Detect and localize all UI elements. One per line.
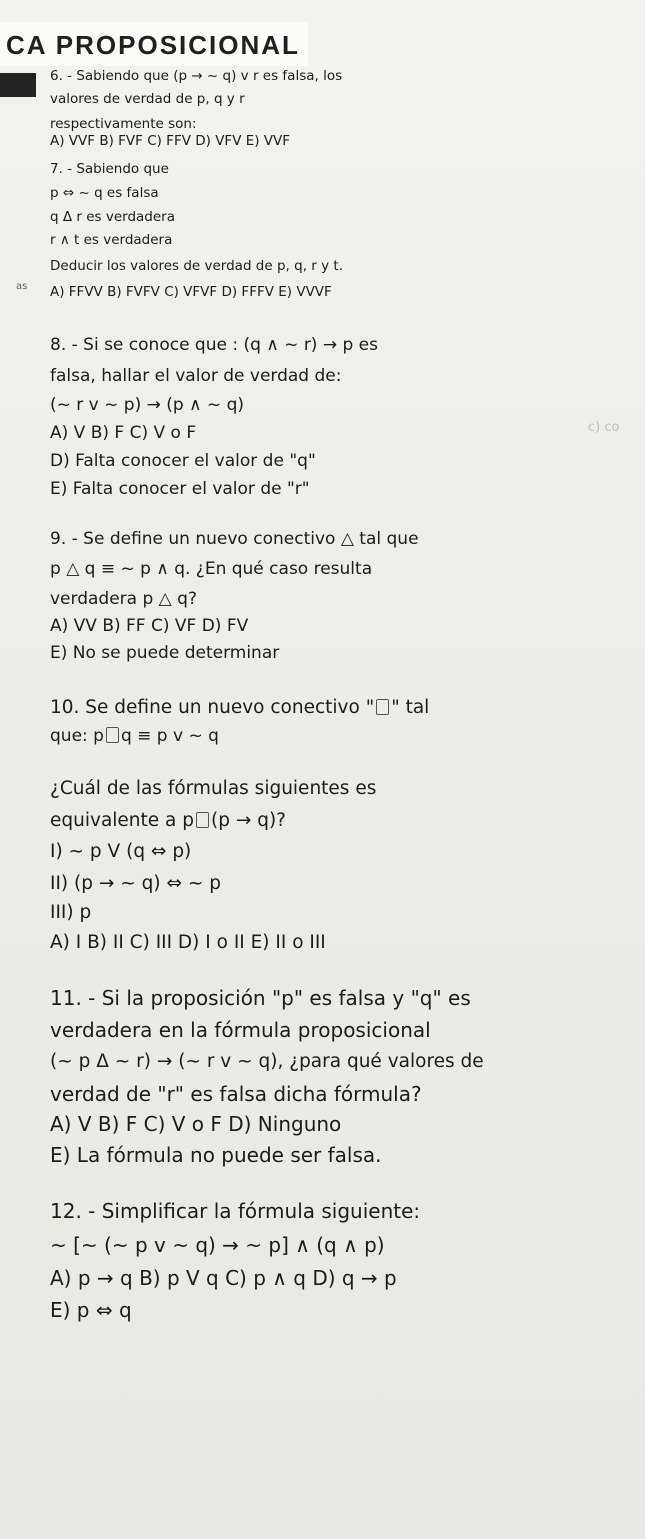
connective-box-icon: [196, 812, 209, 828]
q7-line-3: q Δ r es verdadera: [50, 209, 176, 225]
connective-box-icon: [106, 727, 119, 743]
q9-option-e: E) No se puede determinar: [50, 643, 280, 663]
q10-line-4-start: equivalente a p: [50, 810, 194, 831]
q10-statement-iii: III) p: [50, 902, 92, 923]
q10-line-1: [50, 697, 429, 718]
q11-line-2: verdadera en la fórmula proposicional: [50, 1018, 431, 1042]
q7-line-2: p ⇔ ~ q es falsa: [50, 185, 159, 201]
q11-line-3: (~ p Δ ~ r) → (~ r v ~ q), ¿para qué valores de: [50, 1051, 484, 1072]
q10-line-2: [50, 726, 219, 746]
black-tab-marker: [0, 73, 36, 97]
q12-line-1: 12. - Simplificar la fórmula siguiente:: [50, 1199, 421, 1223]
q10-statement-i: I) ~ p V (q ⇔ p): [50, 841, 192, 862]
q10-line-3: ¿Cuál de las fórmulas siguientes es: [50, 778, 377, 799]
page-title: CA PROPOSICIONAL: [6, 30, 300, 60]
q7-line-1: 7. - Sabiendo que: [50, 161, 169, 177]
q7-line-4: r ∧ t es verdadera: [50, 232, 173, 248]
q8-line-1: 8. - Si se conoce que : (q ∧ ~ r) → p es: [50, 335, 378, 355]
q11-option-e: E) La fórmula no puede ser falsa.: [50, 1143, 382, 1167]
q12-option-e: E) p ⇔ q: [50, 1298, 132, 1322]
q6-options: A) VVF B) FVF C) FFV D) VFV E) VVF: [50, 133, 291, 149]
q10-line-2-end: q ≡ p v ~ q: [120, 726, 219, 746]
q10-line-1-start: 10. Se define un nuevo conectivo ": [50, 697, 375, 718]
q9-line-1: 9. - Se define un nuevo conectivo △ tal que: [50, 529, 419, 549]
q8-option-d: D) Falta conocer el valor de "q": [50, 451, 316, 471]
q10-line-1-end: " tal: [391, 697, 430, 718]
q11-line-4: verdad de "r" es falsa dicha fórmula?: [50, 1082, 422, 1106]
margin-mark: as: [16, 281, 28, 292]
q10-line-4-end: (p → q)?: [211, 810, 287, 831]
q11-options: A) V B) F C) V o F D) Ninguno: [50, 1112, 342, 1136]
q7-line-5: Deducir los valores de verdad de p, q, r y t.: [50, 258, 343, 274]
q8-formula: (~ r v ~ p) → (p ∧ ~ q): [50, 395, 245, 415]
q8-line-2: falsa, hallar el valor de verdad de:: [50, 366, 342, 386]
q9-line-3: verdadera p △ q?: [50, 589, 197, 609]
q10-line-2-start: que: p: [50, 726, 104, 746]
connective-box-icon: [376, 699, 389, 715]
q7-options: A) FFVV B) FVFV C) VFVF D) FFFV E) VVVF: [50, 284, 332, 300]
ghost-text: c) co: [588, 420, 620, 435]
q8-option-e: E) Falta conocer el valor de "r": [50, 479, 310, 499]
q9-options: A) VV B) FF C) VF D) FV: [50, 616, 249, 636]
q11-line-1: 11. - Si la proposición "p" es falsa y "q" es: [50, 986, 471, 1010]
q12-formula: ~ [~ (~ p v ~ q) → ~ p] ∧ (q ∧ p): [50, 1233, 385, 1257]
q6-line-3: respectivamente son:: [50, 116, 197, 132]
q9-line-2: p △ q ≡ ~ p ∧ q. ¿En qué caso resulta: [50, 559, 373, 579]
q8-options-abc: A) V B) F C) V o F: [50, 423, 197, 443]
q12-options: A) p → q B) p V q C) p ∧ q D) q → p: [50, 1266, 397, 1290]
q6-line-2: valores de verdad de p, q y r: [50, 91, 245, 107]
q10-line-4: [50, 810, 286, 831]
q10-options: A) I B) II C) III D) I o II E) II o III: [50, 932, 326, 953]
q10-statement-ii: II) (p → ~ q) ⇔ ~ p: [50, 873, 221, 894]
q6-line-1: 6. - Sabiendo que (p → ~ q) v r es falsa, los: [50, 68, 343, 84]
